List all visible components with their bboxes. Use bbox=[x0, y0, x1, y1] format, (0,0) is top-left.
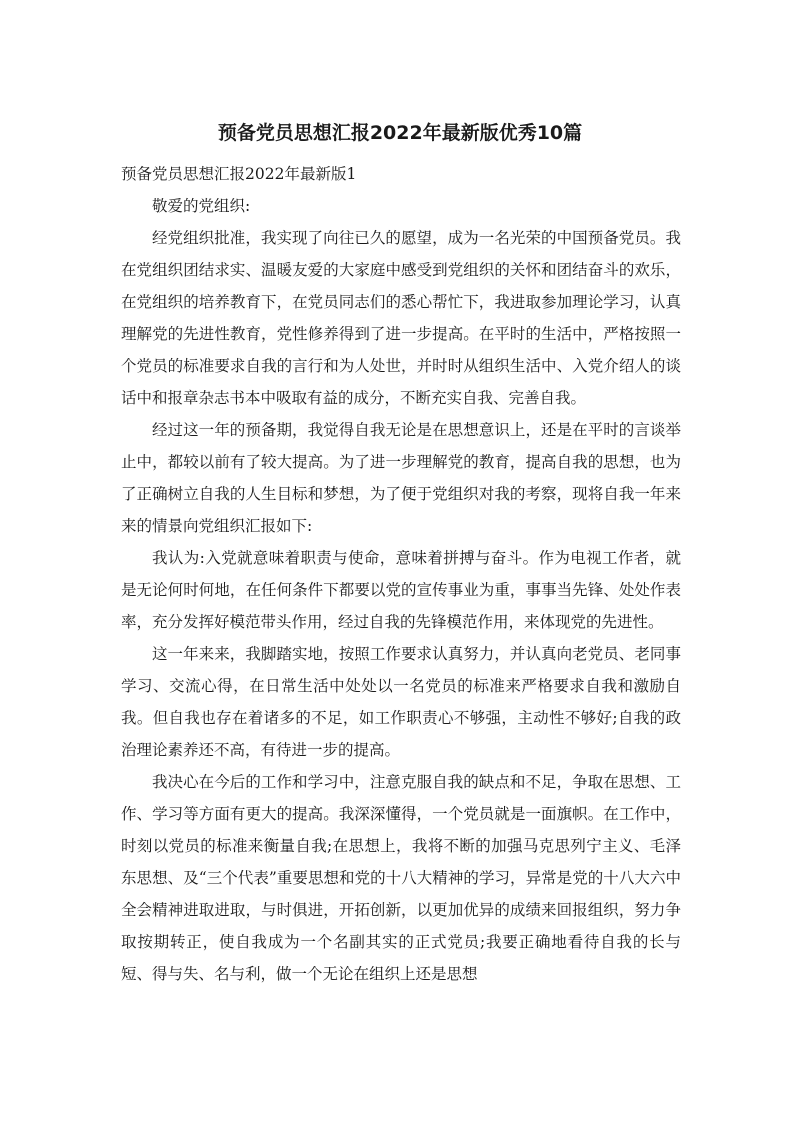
document-body bbox=[121, 158, 681, 990]
paragraph: 经党组织批准，我实现了向往已久的愿望，成为一名光荣的中国预备党员。我在党组织团结求实、温暖友爱的大家庭中感受到党组织的关怀和团结奋斗的欢乐，在党组织的培养教育下，在党员同志们的悉心帮忙下，我进取参加理论学习，认真理解党的先进性教育，党性修养得到了进一步提高。在平时的生活中，严格按照一个党员的标准要求自我的言行和为人处世，并时时从组织生活中、入党介绍人的谈话中和报章杂志书本中吸取有益的成分，不断充实自我、完善自我。 bbox=[121, 229, 681, 407]
paragraph: 我认为:入党就意味着职责与使命，意味着拼搏与奋斗。作为电视工作者，就是无论何时何地，在任何条件下都要以党的宣传事业为重，事事当先锋、处处作表率，充分发挥好模范带头作用，经过自我的先锋模范作用，来体现党的先进性。 bbox=[121, 549, 681, 631]
paragraph: 我决心在今后的工作和学习中，注意克服自我的缺点和不足，争取在思想、工作、学习等方面有更大的提高。我深深懂得，一个党员就是一面旗帜。在工作中，时刻以党员的标准来衡量自我;在思想上，我将不断的加强马克思列宁主义、毛泽东思想、及“三个代表”重要思想和党的十八大精神的学习，异常是党的十八大六中全会精神进取进取，与时俱进，开拓创新，以更加优异的成绩来回报组织，努力争取按期转正，使自我成为一个名副其实的正式党员;我要正确地看待自我的长与短、得与失、名与利，做一个无论在组织上还是思想 bbox=[121, 773, 681, 983]
salutation: 敬爱的党组织: bbox=[152, 197, 251, 215]
paragraph: 这一年来来，我脚踏实地，按照工作要求认真努力，并认真向老党员、老同事学习、交流心得，在日常生活中处处以一名党员的标准来严格要求自我和激励自我。但自我也存在着诸多的不足，如工作职责心不够强，主动性不够好;自我的政治理论素养还不高，有待进一步的提高。 bbox=[121, 645, 681, 759]
paragraph: 经过这一年的预备期，我觉得自我无论是在思想意识上，还是在平时的言谈举止中，都较以前有了较大提高。为了进一步理解党的教育，提高自我的思想，也为了正确树立自我的人生目标和梦想，为了便于党组织对我的考察，现将自我一年来来的情景向党组织汇报如下: bbox=[121, 421, 681, 535]
document-title: 预备党员思想汇报2022年最新版优秀10篇 bbox=[217, 122, 583, 144]
section-heading: 预备党员思想汇报2022年最新版1 bbox=[121, 165, 357, 183]
